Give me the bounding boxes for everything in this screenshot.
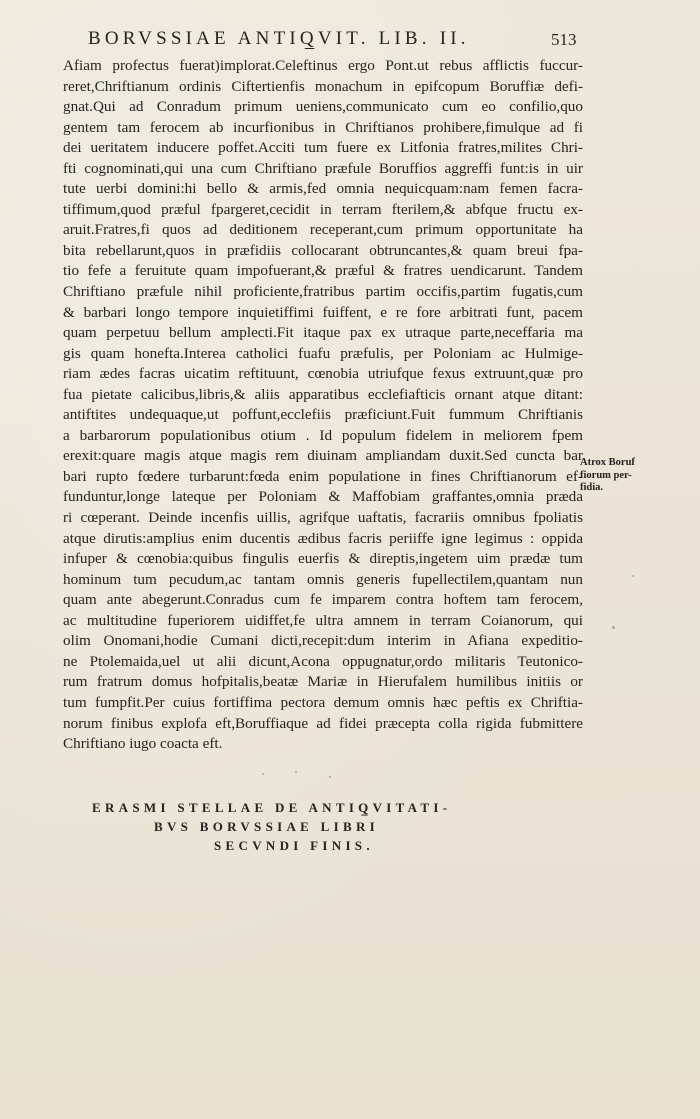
text-line: quam perpetuu bellum amplecti.Fit itaque pax ex utraque parte,neceffaria ma [63,324,583,342]
text-line: olim Onomani,hodie Cumani dicti,recepit:dum interim in Afiana expeditio- [63,632,583,650]
text-line: infuper & cœnobia:quibus fingulis euerfis & direptis,ingetem uim prædæ tum [63,550,583,568]
text-line: rum fratrum domus hofpitalis,beatæ Mariæ in Hierufalem humilibus initiis or [63,673,583,691]
text-line: bita rebellarunt,quos in præfidiis collocarant obtruncantes,& quam breui fpa- [63,241,583,259]
text-line-final: Chriftiano iugo coacta eft. [63,735,223,753]
colophon-line: BVS BORVSSIAE LIBRI [154,819,380,834]
colophon-line: SECVNDI FINIS. [214,838,374,853]
text-line: Afiam profectus fuerat)implorat.Celeftinus ergo Pont.ut rebus afflictis fuccur- [63,57,583,74]
colophon-line: ERASMI STELLAE DE ANTIQ̲VITATI- [92,800,452,815]
text-line: funduntur,longe lateque per Poloniam & Maffobiam graffantes,omnia præda [63,488,583,506]
text-line: tiffimum,quod præful fpargeret,cecidit in terram fterilem,& abfque fructu ex- [63,200,583,218]
text-line: & barbari longo tempore inquietiffimi fuiffent, e re fore arbitrati funt, pacem [63,303,583,321]
colophon [92,798,592,855]
text-line: gis quam honefta.Interea catholici fuafu præfulis, per Poloniam ac Hulmige- [63,344,583,362]
running-head: BORVSSIAE ANTIQ̲VIT. LIB. II. [88,28,470,49]
text-line: ac multitudine fuperiorem uidiffet,fe ultra amnem in terram Coianorum, qui [63,611,583,629]
text-line: fua pietate calicibus,libris,& aliis apparatibus ecclefiafticis ornant atque ditant: [63,385,583,403]
text-line: aruit.Fratres,fi quos ad deditionem receperant,cum primum opportunitate ha [63,221,583,239]
text-line: Chriftiano præfule nihil proficiente,fratribus partim occifis,partim fugatis,cum [63,283,583,301]
text-line: erexit:quare magis atque magis rem diuinam ampliandam duxit.Sed cuncta bar [63,447,583,465]
text-line: norum finibus explofa eft,Boruffiaque ad fidei præcepta colla rigida fubmittere [63,714,583,732]
text-line: hominum tum pecudum,ac tantam omnis generis fupellectilem,quantam nun [63,570,583,588]
text-line: dei ueritatem inducere poffet.Acciti tum fuere ex Litfonia fratres,milites Chri- [63,139,583,157]
text-line: ne Ptolemaida,uel ut alii dicunt,Acona oppugnatur,ordo militaris Teutonico- [63,652,583,670]
text-line: gnat.Qui ad Conradum primum ueniens,communicato cum eo confilio,quo [63,98,583,116]
text-line: tute uerbi domini:hi bello & armis,fed omnia nequicquam:nam femen facra- [63,180,583,198]
text-line: bari rupto fœdere turbarunt:fœda enim populatione in fines Chriftianorum ef- [63,467,583,485]
marginal-note-line: fidia. [580,482,604,493]
marginal-note-line: Atrox Boruf [580,457,635,468]
text-line: tio fefe a feruitute quam impofuerant,& præful & fratres uendicarunt. Tandem [63,262,583,280]
paper-speck [262,773,264,775]
text-line: fti cognominati,qui una cum Chriftiano præfule Boruffios aggreffi funt:is in uir [63,159,583,177]
body-text [63,56,583,755]
paper-speck [295,771,297,773]
text-line: ri cœperant. Deinde incenfis uillis, agrifque uaftatis, facrariis omnibus fpoliatis [63,509,583,527]
text-line: tum fumpfit.Per cuius fortiffima pectora demum omnis hæc peftis ex Chriftia- [63,693,583,711]
text-line: antiftites undequaque,ut poffunt,ecclefiis præficiunt.Fuit fummum Chriftianis [63,406,583,424]
text-line: reret,Chriftianum ordinis Ciftertienfis monachum in epifcopum Boruffiæ defi- [63,77,583,95]
marginal-note [580,457,680,495]
text-line: atque dirutis:amplius enim ducentis ædibus facris periiffe igne legimus : oppida [63,529,583,547]
paper-speck [632,575,634,577]
text-line: quam ante abegerunt.Conradus cum fe imparem contra hoftem tam ferocem, [63,591,583,609]
paper-speck [329,776,331,778]
text-line: a barbarorum populationibus otium . Id populum fidelem in meliorem fpem [63,426,583,444]
page-number: 513 [551,30,577,49]
paper-speck [612,626,615,629]
marginal-note-line: fiorum per- [580,469,632,481]
text-line: gentem tam ferocem ab incurfionibus in Chriftianos prohibere,fimulque ad fi [63,118,583,136]
text-line: riam ædes facras uicatim reftituunt, cœnobia utriufque fexus extruunt,quæ pro [63,365,583,383]
